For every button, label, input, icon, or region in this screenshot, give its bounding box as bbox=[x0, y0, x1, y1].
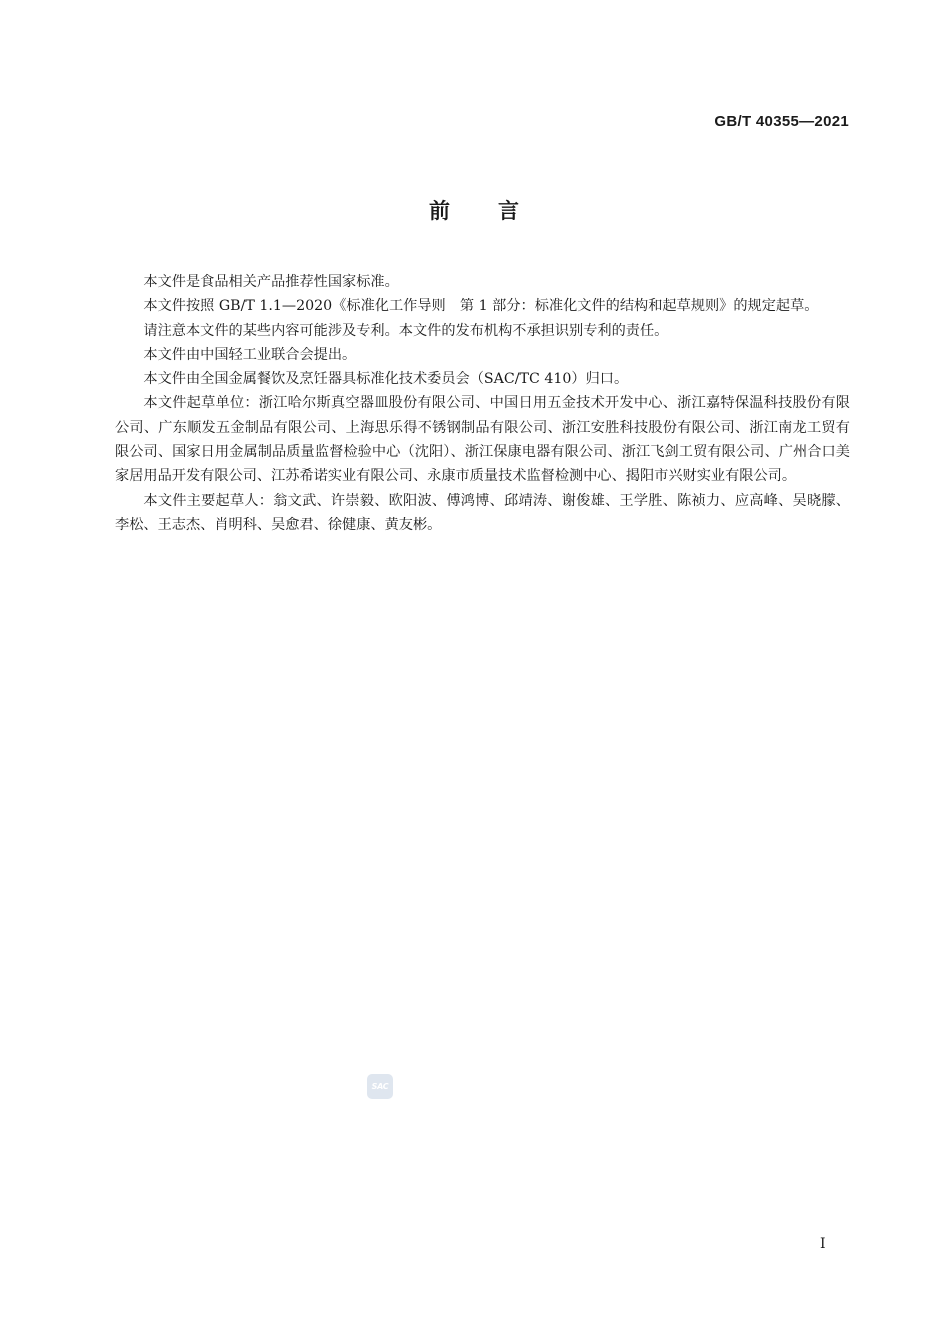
standard-code: GB/T 40355—2021 bbox=[714, 113, 849, 130]
sac-watermark-logo bbox=[367, 1074, 393, 1099]
paragraph-proposer: 本文件由中国轻工业联合会提出。 bbox=[143, 346, 357, 363]
page-number: I bbox=[820, 1236, 826, 1252]
watermark-text: SAC bbox=[371, 1082, 389, 1091]
paragraph-drafting-rules: 本文件按照 GB/T 1.1—2020《标准化工作导则 第 1 部分：标准化文件的结构和起草规则》的规定起草。 bbox=[143, 298, 819, 315]
paragraph-technical-committee: 本文件由全国金属餐饮及烹饪器具标准化技术委员会（SAC/TC 410）归口。 bbox=[143, 371, 629, 388]
paragraph-main-drafters: 本文件主要起草人：翁文武、许崇毅、欧阳波、傅鸿博、邱靖涛、谢俊雄、王学胜、陈祯力、应高峰、吴晓朦、李松、王志杰、肖明科、吴愈君、徐健康、黄友彬。 bbox=[115, 492, 850, 533]
foreword-body bbox=[115, 270, 850, 537]
paragraph-nature: 本文件是食品相关产品推荐性国家标准。 bbox=[143, 274, 399, 290]
paragraph-patent-notice: 请注意本文件的某些内容可能涉及专利。本文件的发布机构不承担识别专利的责任。 bbox=[143, 322, 669, 339]
paragraph-drafting-units: 本文件起草单位：浙江哈尔斯真空器皿股份有限公司、中国日用五金技术开发中心、浙江嘉特保温科技股份有限公司、广东顺发五金制品有限公司、上海思乐得不锈钢制品有限公司、浙江安胜科技股份有限公司、浙江南龙工贸有限公司、国家日用金属制品质量监督检验中心（沈阳）、浙江保康电器有限公司、浙江飞剑工贸有限公司、广州合口美家居用品开发有限公司、江苏希诺实业有限公司、永康市质量技术监督检测中心、揭阳市兴财实业有限公司。 bbox=[115, 395, 850, 485]
page-title: 前 言 bbox=[429, 199, 521, 223]
